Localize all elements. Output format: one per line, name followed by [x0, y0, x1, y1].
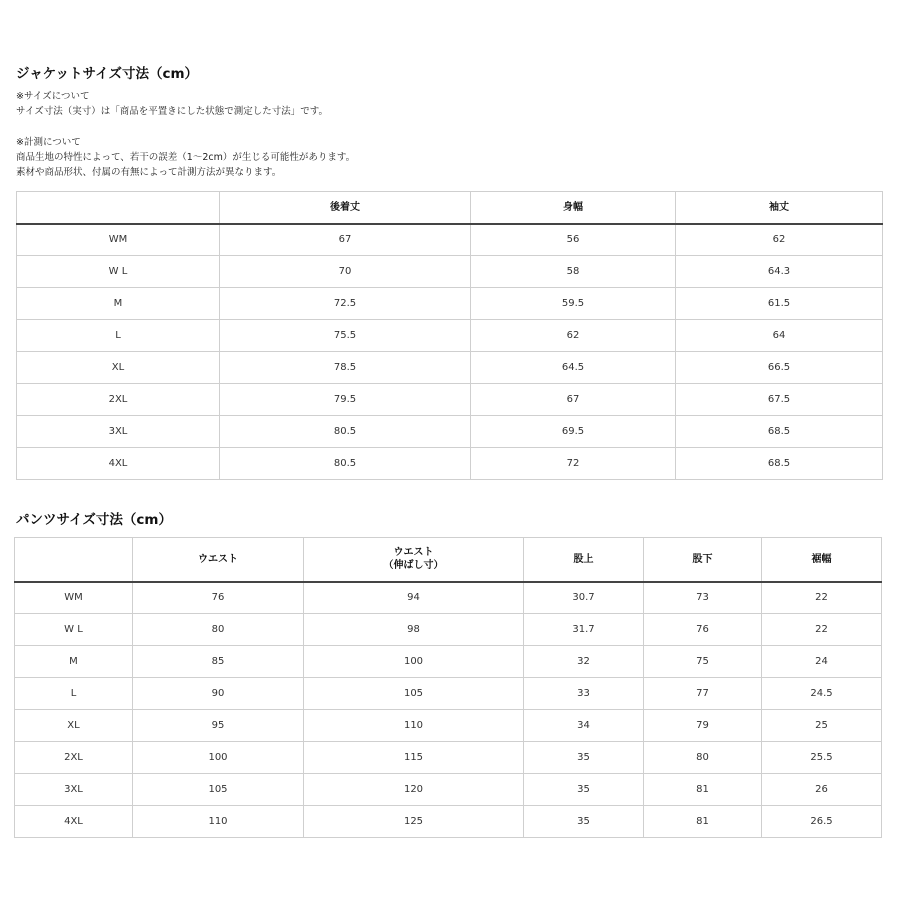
column-header	[676, 192, 883, 224]
column-header-label: 裾幅	[811, 553, 832, 565]
size-label-cell: XL	[15, 710, 133, 742]
measurement-cell: 62	[471, 320, 676, 352]
measurement-cell: 68.5	[676, 448, 883, 480]
table-row	[15, 710, 882, 742]
table-row	[17, 352, 883, 384]
note-line: 素材や商品形状、付属の有無によって計測方法が異なります。	[16, 167, 282, 178]
measurement-cell: 70	[220, 256, 471, 288]
measurement-cell: 80.5	[220, 448, 471, 480]
measurement-cell: 73	[644, 582, 762, 614]
pants-size-table	[14, 537, 882, 838]
table-row	[17, 448, 883, 480]
column-header	[133, 538, 304, 582]
measurement-cell: 125	[304, 806, 524, 838]
size-label-cell: M	[17, 288, 220, 320]
table-row	[15, 614, 882, 646]
size-label-cell: 4XL	[15, 806, 133, 838]
table-header-row	[17, 192, 883, 224]
measurement-cell: 64.3	[676, 256, 883, 288]
measurement-cell: 31.7	[524, 614, 644, 646]
measurement-cell: 64	[676, 320, 883, 352]
table-row	[15, 806, 882, 838]
column-header	[524, 538, 644, 582]
measurement-cell: 77	[644, 678, 762, 710]
measurement-cell: 79.5	[220, 384, 471, 416]
measurement-cell: 94	[304, 582, 524, 614]
column-header	[644, 538, 762, 582]
column-header-label: 後着丈	[330, 201, 360, 213]
measurement-cell: 98	[304, 614, 524, 646]
measurement-cell: 66.5	[676, 352, 883, 384]
measurement-cell: 105	[133, 774, 304, 806]
note-line: サイズ寸法（実寸）は「商品を平置きにした状態で測定した寸法」です。	[16, 106, 328, 117]
measurement-cell: 30.7	[524, 582, 644, 614]
size-label-cell: WM	[17, 224, 220, 256]
column-header-label: 袖丈	[769, 201, 789, 213]
measurement-cell: 76	[133, 582, 304, 614]
measurement-cell: 67	[220, 224, 471, 256]
column-header	[762, 538, 882, 582]
note-line: ※サイズについて	[16, 91, 90, 102]
table-row	[15, 646, 882, 678]
note-line: ※計測について	[16, 137, 81, 148]
size-label-cell: 3XL	[17, 416, 220, 448]
table-row	[15, 742, 882, 774]
column-header-label: 股下	[692, 553, 713, 565]
note-line: 商品生地の特性によって、若干の誤差（1〜2cm）が生じる可能性があります。	[16, 152, 356, 163]
measurement-cell: 90	[133, 678, 304, 710]
measurement-cell: 75	[644, 646, 762, 678]
column-header	[471, 192, 676, 224]
measurement-cell: 22	[762, 582, 882, 614]
size-label-cell: W L	[17, 256, 220, 288]
measurement-cell: 62	[676, 224, 883, 256]
measurement-cell: 80	[133, 614, 304, 646]
measurement-cell: 56	[471, 224, 676, 256]
measurement-cell: 22	[762, 614, 882, 646]
measurement-cell: 75.5	[220, 320, 471, 352]
measurement-cell: 35	[524, 742, 644, 774]
measurement-cell: 32	[524, 646, 644, 678]
size-label-cell: M	[15, 646, 133, 678]
measurement-cell: 67.5	[676, 384, 883, 416]
table-row	[15, 774, 882, 806]
size-label-cell: WM	[15, 582, 133, 614]
measurement-cell: 80	[644, 742, 762, 774]
measurement-cell: 24	[762, 646, 882, 678]
measurement-cell: 35	[524, 774, 644, 806]
header-blank-cell	[15, 538, 133, 582]
size-label-cell: XL	[17, 352, 220, 384]
column-header-label: 身幅	[563, 201, 583, 213]
jacket-size-table	[16, 191, 883, 480]
size-label-cell: 2XL	[15, 742, 133, 774]
measurement-cell: 59.5	[471, 288, 676, 320]
measurement-cell: 78.5	[220, 352, 471, 384]
measurement-cell: 81	[644, 806, 762, 838]
measurement-cell: 95	[133, 710, 304, 742]
table-row	[17, 256, 883, 288]
measurement-cell: 72	[471, 448, 676, 480]
measurement-cell: 26.5	[762, 806, 882, 838]
measurement-cell: 120	[304, 774, 524, 806]
table-row	[17, 384, 883, 416]
measurement-cell: 81	[644, 774, 762, 806]
table-row	[15, 582, 882, 614]
column-header-sublabel: （伸ばし寸）	[383, 560, 444, 572]
measurement-cell: 64.5	[471, 352, 676, 384]
measurement-cell: 25	[762, 710, 882, 742]
measurement-cell: 67	[471, 384, 676, 416]
measurement-cell: 100	[133, 742, 304, 774]
measurement-cell: 105	[304, 678, 524, 710]
column-header-label: ウエスト	[393, 547, 434, 559]
measurement-cell: 110	[133, 806, 304, 838]
measurement-cell: 80.5	[220, 416, 471, 448]
column-header-label: 股上	[573, 553, 594, 565]
measurement-cell: 58	[471, 256, 676, 288]
measurement-cell: 68.5	[676, 416, 883, 448]
size-label-cell: L	[17, 320, 220, 352]
measurement-cell: 110	[304, 710, 524, 742]
measurement-cell: 24.5	[762, 678, 882, 710]
table-header-row	[15, 538, 882, 582]
table-row	[17, 320, 883, 352]
size-label-cell: W L	[15, 614, 133, 646]
size-label-cell: L	[15, 678, 133, 710]
measurement-cell: 115	[304, 742, 524, 774]
measurement-cell: 72.5	[220, 288, 471, 320]
pants-section-title: パンツサイズ寸法（cm）	[16, 512, 172, 528]
column-header	[220, 192, 471, 224]
measurement-cell: 69.5	[471, 416, 676, 448]
measurement-cell: 25.5	[762, 742, 882, 774]
measurement-cell: 33	[524, 678, 644, 710]
measurement-cell: 79	[644, 710, 762, 742]
header-blank-cell	[17, 192, 220, 224]
column-header-label: ウエスト	[198, 553, 238, 565]
measurement-cell: 61.5	[676, 288, 883, 320]
measurement-cell: 85	[133, 646, 304, 678]
table-row	[15, 678, 882, 710]
measurement-cell: 34	[524, 710, 644, 742]
size-label-cell: 4XL	[17, 448, 220, 480]
table-row	[17, 288, 883, 320]
measurement-cell: 100	[304, 646, 524, 678]
measurement-cell: 26	[762, 774, 882, 806]
column-header	[304, 538, 524, 582]
measurement-cell: 35	[524, 806, 644, 838]
measurement-cell: 76	[644, 614, 762, 646]
table-row	[17, 416, 883, 448]
size-label-cell: 3XL	[15, 774, 133, 806]
jacket-section-title: ジャケットサイズ寸法（cm）	[16, 66, 199, 82]
table-row	[17, 224, 883, 256]
size-label-cell: 2XL	[17, 384, 220, 416]
